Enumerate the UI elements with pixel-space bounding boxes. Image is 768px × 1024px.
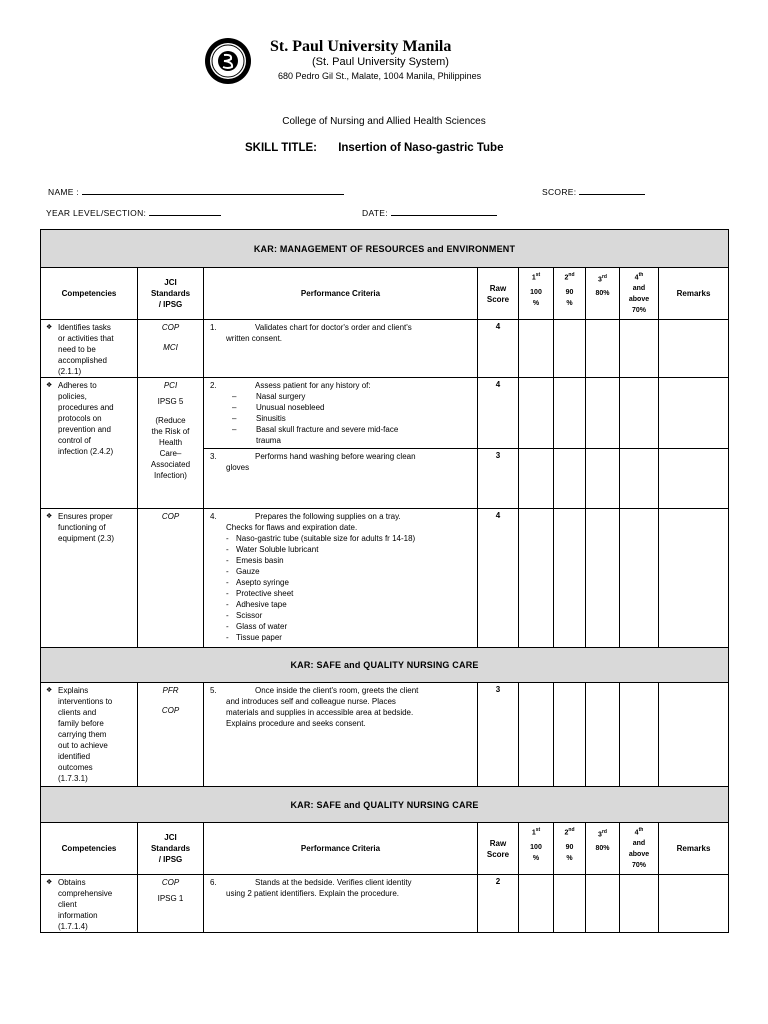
kar-heading: KAR: SAFE and QUALITY NURSING CARE bbox=[41, 648, 729, 683]
score-cell[interactable] bbox=[586, 875, 620, 933]
raw-score: 4 bbox=[478, 320, 519, 378]
remarks-cell[interactable] bbox=[659, 449, 729, 509]
remarks-cell[interactable] bbox=[659, 509, 729, 648]
competency-cell: ❖ Explains interventions to clients and family before carrying them out to achieve identified outcomes (1.7.3.1) bbox=[41, 683, 138, 787]
remarks-cell[interactable] bbox=[659, 320, 729, 378]
skill-title-value: Insertion of Naso-gastric Tube bbox=[338, 142, 504, 154]
raw-score: 3 bbox=[478, 683, 519, 787]
column-header-row bbox=[41, 823, 729, 875]
raw-score: 3 bbox=[478, 449, 519, 509]
kar-heading: KAR: MANAGEMENT OF RESOURCES and ENVIRONMENT bbox=[41, 230, 729, 268]
year-line[interactable] bbox=[149, 207, 221, 216]
criteria-header: Performance Criteria bbox=[204, 268, 478, 320]
score-cell[interactable] bbox=[620, 378, 659, 449]
table-row bbox=[41, 509, 729, 648]
score-cell[interactable] bbox=[519, 320, 554, 378]
university-title: St. Paul University Manila bbox=[270, 38, 452, 55]
competencies-header: Competencies bbox=[41, 268, 138, 320]
year-field bbox=[46, 207, 221, 218]
score-cell[interactable] bbox=[586, 449, 620, 509]
competency-cell: ❖ Obtains comprehensive client information (1.7.1.4) bbox=[41, 875, 138, 933]
level-2-header: 2nd 90 % bbox=[554, 823, 586, 875]
kar-row-resources bbox=[41, 230, 729, 268]
year-label: YEAR LEVEL/SECTION: bbox=[46, 208, 147, 218]
competency-cell: ❖ Ensures proper functioning of equipment (2.3) bbox=[41, 509, 138, 648]
table-row bbox=[41, 683, 729, 787]
kar-row-safe-care-2 bbox=[41, 787, 729, 823]
score-cell[interactable] bbox=[554, 320, 586, 378]
jci-cell: COP MCI bbox=[138, 320, 204, 378]
raw-score-header: Raw Score bbox=[478, 823, 519, 875]
remarks-cell[interactable] bbox=[659, 683, 729, 787]
table-row bbox=[41, 875, 729, 933]
criteria-header: Performance Criteria bbox=[204, 823, 478, 875]
skill-title-label: SKILL TITLE: bbox=[245, 142, 317, 154]
score-cell[interactable] bbox=[554, 509, 586, 648]
university-seal-icon bbox=[200, 36, 256, 86]
bullet-icon: ❖ bbox=[46, 513, 53, 520]
criteria-cell: 5. Once inside the client's room, greets the client and introduces self and colleague nurse. Places materials and supplies in accessible area at bedside. Explains procedure and seeks consent. bbox=[204, 683, 478, 787]
score-cell[interactable] bbox=[519, 509, 554, 648]
bullet-icon: ❖ bbox=[46, 687, 53, 694]
level-4-header: 4th and above 70% bbox=[620, 268, 659, 320]
name-line[interactable] bbox=[82, 186, 344, 195]
score-cell[interactable] bbox=[554, 683, 586, 787]
criteria-cell: 3. Performs hand washing before wearing clean gloves bbox=[204, 449, 478, 509]
score-field bbox=[542, 186, 645, 197]
score-cell[interactable] bbox=[586, 378, 620, 449]
score-line[interactable] bbox=[579, 186, 645, 195]
competency-cell: ❖ Identifies tasks or activities that need to be accomplished (2.1.1) bbox=[41, 320, 138, 378]
competencies-header: Competencies bbox=[41, 823, 138, 875]
level-1-header: 1st 100 % bbox=[519, 268, 554, 320]
jci-cell: PCI IPSG 5 (Reduce the Risk of Health Care– Associated Infection) bbox=[138, 378, 204, 509]
skill-checklist-table bbox=[40, 229, 729, 933]
skill-title bbox=[245, 142, 503, 154]
jci-cell: PFR COP bbox=[138, 683, 204, 787]
score-cell[interactable] bbox=[620, 449, 659, 509]
score-cell[interactable] bbox=[620, 509, 659, 648]
score-cell[interactable] bbox=[586, 320, 620, 378]
level-2-header: 2nd 90 % bbox=[554, 268, 586, 320]
raw-score: 2 bbox=[478, 875, 519, 933]
score-cell[interactable] bbox=[620, 320, 659, 378]
jci-header: JCI Standards / IPSG bbox=[138, 268, 204, 320]
bullet-icon: ❖ bbox=[46, 879, 53, 886]
score-cell[interactable] bbox=[519, 683, 554, 787]
criteria-cell: 6. Stands at the bedside. Verifies client identity using 2 patient identifiers. Explain the procedure. bbox=[204, 875, 478, 933]
raw-score-header: Raw Score bbox=[478, 268, 519, 320]
university-address: 680 Pedro Gil St., Malate, 1004 Manila, Philippines bbox=[278, 71, 482, 81]
bullet-icon: ❖ bbox=[46, 382, 53, 389]
level-4-header: 4th and above 70% bbox=[620, 823, 659, 875]
column-header-row bbox=[41, 268, 729, 320]
remarks-header: Remarks bbox=[659, 823, 729, 875]
remarks-cell[interactable] bbox=[659, 875, 729, 933]
jci-cell: COP IPSG 1 bbox=[138, 875, 204, 933]
score-cell[interactable] bbox=[519, 449, 554, 509]
level-3-header: 3rd 80% bbox=[586, 268, 620, 320]
level-1-header: 1st 100 % bbox=[519, 823, 554, 875]
kar-row-safe-care bbox=[41, 648, 729, 683]
name-label: NAME : bbox=[48, 187, 80, 197]
table-row bbox=[41, 320, 729, 378]
score-cell[interactable] bbox=[586, 509, 620, 648]
score-cell[interactable] bbox=[519, 875, 554, 933]
score-label: SCORE: bbox=[542, 187, 577, 197]
remarks-cell[interactable] bbox=[659, 378, 729, 449]
raw-score: 4 bbox=[478, 378, 519, 449]
remarks-header: Remarks bbox=[659, 268, 729, 320]
score-cell[interactable] bbox=[620, 683, 659, 787]
score-cell[interactable] bbox=[519, 378, 554, 449]
table-row bbox=[41, 378, 729, 449]
score-cell[interactable] bbox=[554, 875, 586, 933]
score-cell[interactable] bbox=[586, 683, 620, 787]
criteria-cell: 1. Validates chart for doctor's order and client's written consent. bbox=[204, 320, 478, 378]
date-field bbox=[362, 207, 497, 218]
criteria-cell: 2. Assess patient for any history of: – Nasal surgery – Unusual nosebleed – Sinusitis – Basal skull fracture and severe mid-face trauma bbox=[204, 378, 478, 449]
university-subtitle: (St. Paul University System) bbox=[312, 56, 449, 68]
score-cell[interactable] bbox=[554, 378, 586, 449]
level-3-header: 3rd 80% bbox=[586, 823, 620, 875]
name-field bbox=[48, 186, 344, 197]
score-cell[interactable] bbox=[554, 449, 586, 509]
college-name: College of Nursing and Allied Health Sciences bbox=[282, 116, 486, 127]
kar-heading: KAR: SAFE and QUALITY NURSING CARE bbox=[41, 787, 729, 823]
date-label: DATE: bbox=[362, 208, 388, 218]
bullet-icon: ❖ bbox=[46, 324, 53, 331]
criteria-cell: 4. Prepares the following supplies on a tray. Checks for flaws and expiration date. - Naso-gastric tube (suitable size for adults fr 14-18) - Water Soluble lubricant - Emesis basin - Gauze - Asepto syringe - Protective sheet - Adhesive tape - Scissor - Glass of water - Tissue paper bbox=[204, 509, 478, 648]
score-cell[interactable] bbox=[620, 875, 659, 933]
date-line[interactable] bbox=[391, 207, 497, 216]
raw-score: 4 bbox=[478, 509, 519, 648]
jci-cell: COP bbox=[138, 509, 204, 648]
competency-cell: ❖ Adheres to policies, procedures and protocols on prevention and control of infection (2.4.2) bbox=[41, 378, 138, 509]
jci-header: JCI Standards / IPSG bbox=[138, 823, 204, 875]
